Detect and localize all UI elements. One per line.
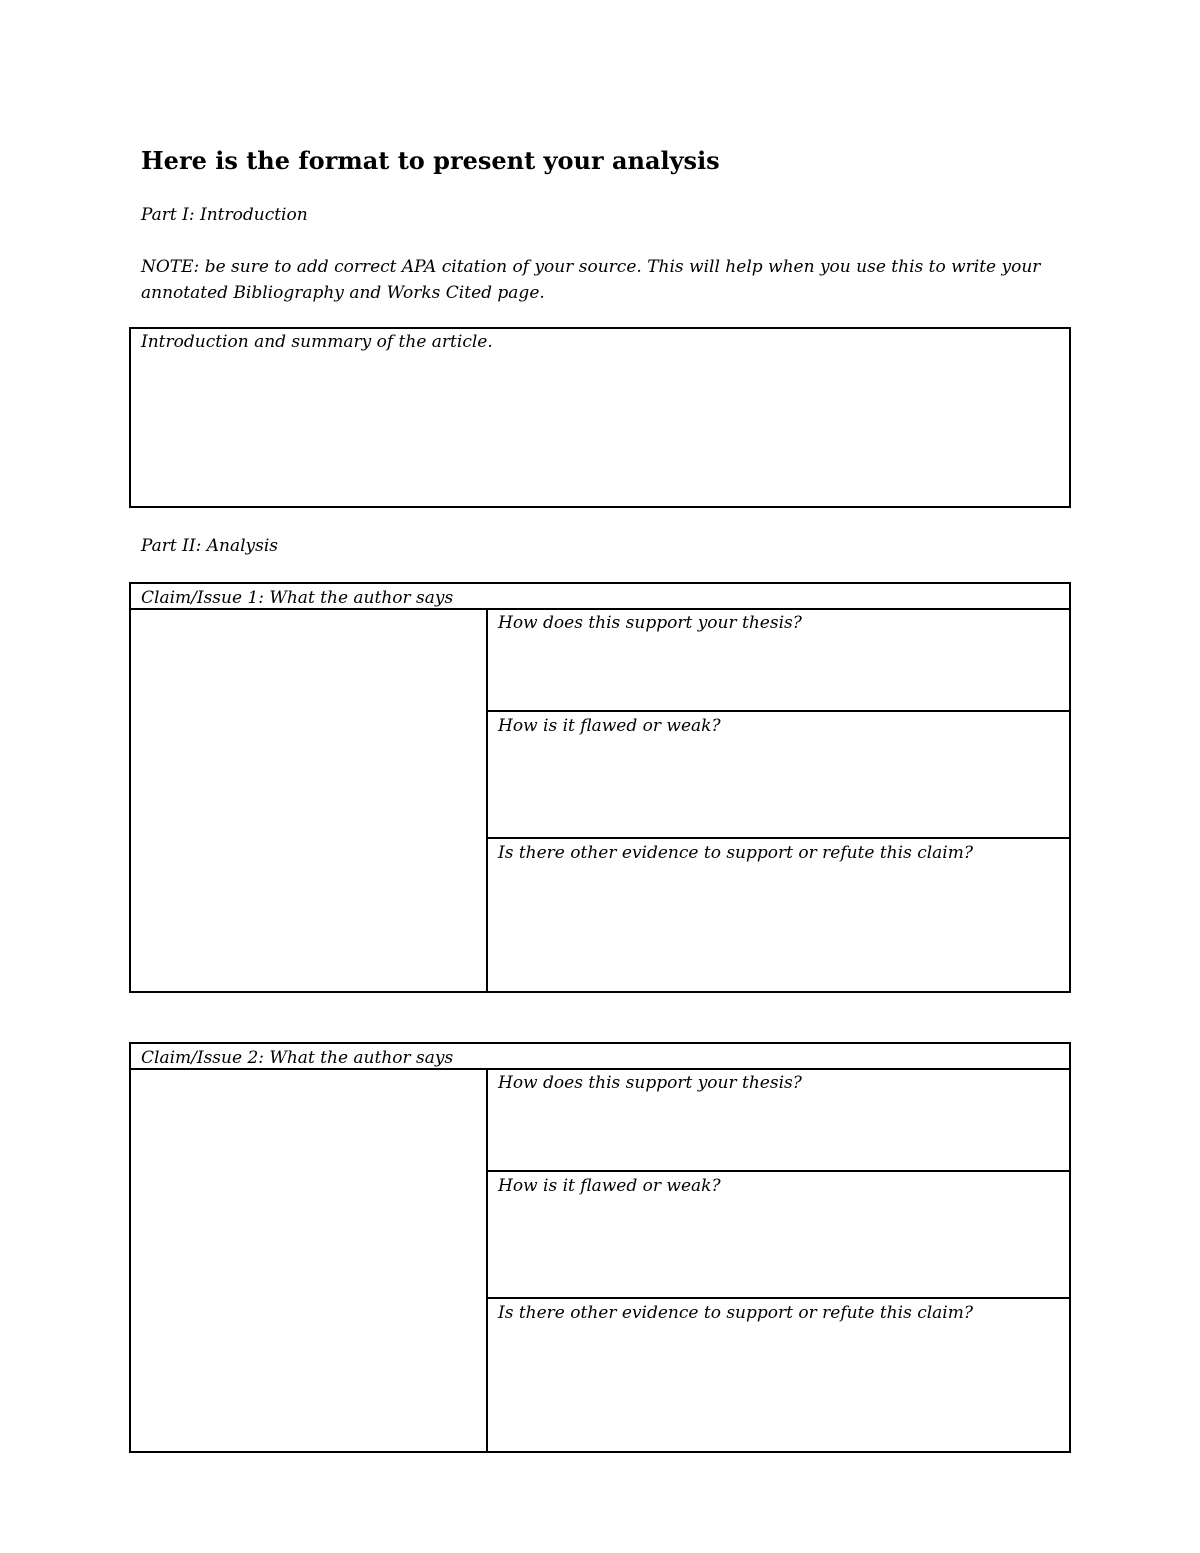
intro-box[interactable] <box>129 327 1071 508</box>
claim-1-evidence-question: Is there other evidence to support or refute this claim? <box>498 843 973 863</box>
claim-2-support-field[interactable] <box>488 1096 1069 1170</box>
note-line-2: annotated Bibliography and Works Cited page. <box>141 283 545 303</box>
claim-1-row-divider-2 <box>486 837 1071 839</box>
claim-2-evidence-question: Is there other evidence to support or refute this claim? <box>498 1303 973 1323</box>
part2-heading: Part II: Analysis <box>141 536 279 556</box>
claim-2-support-question: How does this support your thesis? <box>498 1073 802 1093</box>
claim-1-label: Claim/Issue 1: What the author says <box>141 588 454 608</box>
claim-1-flawed-question: How is it flawed or weak? <box>498 716 721 736</box>
claim-2-row-divider-1 <box>486 1170 1071 1172</box>
claim-2-author-says-field[interactable] <box>131 1070 486 1451</box>
claim-2-evidence-field[interactable] <box>488 1327 1069 1451</box>
claim-1-evidence-field[interactable] <box>488 867 1069 991</box>
claim-1-support-field[interactable] <box>488 636 1069 710</box>
claim-2-label: Claim/Issue 2: What the author says <box>141 1048 454 1068</box>
claim-2-row-divider-2 <box>486 1297 1071 1299</box>
claim-1-flawed-field[interactable] <box>488 740 1069 837</box>
intro-box-label: Introduction and summary of the article. <box>141 332 493 352</box>
part1-heading: Part I: Introduction <box>141 205 308 225</box>
claim-1-author-says-field[interactable] <box>131 610 486 991</box>
note-line-1: NOTE: be sure to add correct APA citation of your source. This will help when you use this to write your <box>141 257 1041 277</box>
claim-2-flawed-field[interactable] <box>488 1200 1069 1297</box>
claim-1-support-question: How does this support your thesis? <box>498 613 802 633</box>
claim-2-flawed-question: How is it flawed or weak? <box>498 1176 721 1196</box>
claim-1-row-divider-1 <box>486 710 1071 712</box>
page-title: Here is the format to present your analysis <box>141 146 720 175</box>
